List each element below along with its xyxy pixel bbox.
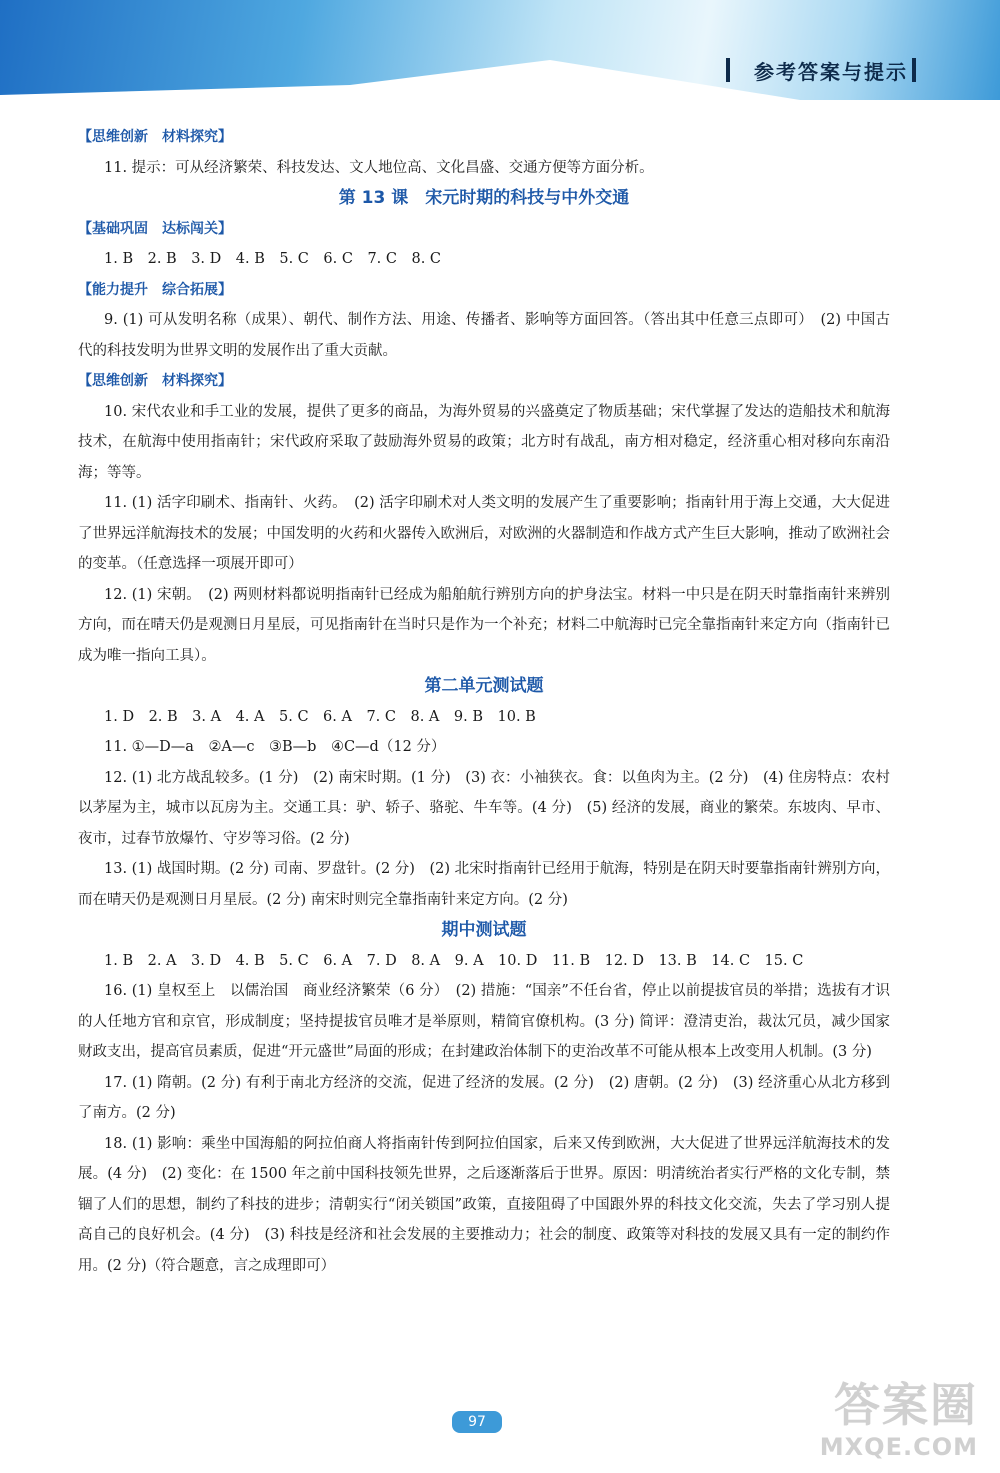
answer-paragraph: 11. ①—D—a ②A—c ③B—b ④C—d（12 分）	[104, 739, 446, 755]
watermark-url: MXQE.COM	[819, 1433, 978, 1461]
watermark	[798, 1369, 978, 1461]
section-label: 【基础巩固 达标闯关】	[78, 220, 232, 237]
answer-paragraph: 11. 提示：可从经济繁荣、科技发达、文人地位高、文化昌盛、交通方便等方面分析。	[104, 159, 654, 176]
answer-paragraph: 1. B 2. A 3. D 4. B 5. C 6. A 7. D 8. A 9. A 10. D 11. B 12. D 13. B 14. C 15. C	[104, 952, 804, 969]
page-number: 97	[452, 1411, 502, 1433]
answer-paragraph: 9. (1) 可从发明名称（成果）、朝代、制作方法、用途、传播者、影响等方面回答。（答出其中任意三点即可） (2) 中国古代的科技发明为世界文明的发展作出了重大贡献。	[78, 312, 890, 359]
answer-paragraph: 16. (1) 皇权至上 以儒治国 商业经济繁荣（6 分） (2) 措施：“国亲”不任台省，停止以前提拔官员的举措；选拔有才识的人任地方官和京官，形成制度；坚持提拔官员唯才是举原则，精简官僚机构。(3 分) 简评：澄清吏治，裁汰冗员，减少国家财政支出，提高官员素质，促进“开元盛世”局面的形成；在封建政治体制下的吏治改革不可能从根本上改变用人机制。(3 分)	[78, 983, 890, 1060]
section-title: 第 13 课 宋元时期的科技与中外交通	[338, 188, 630, 208]
answer-paragraph: 12. (1) 北方战乱较多。(1 分) (2) 南宋时期。(1 分) (3) 衣：小袖狭衣。食：以鱼肉为主。(2 分) (4) 住房特点：农村以茅屋为主，城市以瓦房为主。交通工具：驴、轿子、骆驼、牛车等。(4 分) (5) 经济的发展，商业的繁荣。东坡肉、早市、夜市，过春节放爆竹、守岁等习俗。(2 分)	[78, 769, 890, 847]
answer-paragraph: 13. (1) 战国时期。(2 分) 司南、罗盘针。(2 分) (2) 北宋时指南针已经用于航海，特别是在阴天时要靠指南针辨别方向，而在晴天仍是观测日月星辰。(2 分) 南宋时则完全靠指南针来定方向。(2 分)	[78, 861, 890, 908]
answer-paragraph: 18. (1) 影响：乘坐中国海船的阿拉伯商人将指南针传到阿拉伯国家，后来又传到欧洲，大大促进了世界远洋航海技术的发展。(4 分) (2) 变化：在 1500 年之前中国科技领先世界，之后逐渐落后于世界。原因：明清统治者实行严格的文化专制，禁锢了人们的思想，制约了科技的进步；清朝实行“闭关锁国”政策，直接阻碍了中国跟外界的科技文化交流，失去了学习别人提高自己的良好机会。(4 分) (3) 科技是经济和社会发展的主要推动力；社会的制度、政策等对科技的发展又具有一定的制约作用。(2 分)（符合题意，言之成理即可）	[78, 1135, 890, 1274]
section-label: 【思维创新 材料探究】	[78, 129, 232, 145]
answer-paragraph: 12. (1) 宋朝。 (2) 两则材料都说明指南针已经成为船舶航行辨别方向的护身法宝。材料一中只是在阴天时靠指南针来辨别方向，而在晴天仍是观测日月星辰，可见指南针在当时只是作为一个补充；材料二中航海时已完全靠指南针来定方向（指南针已成为唯一指向工具）。	[78, 586, 890, 664]
section-label: 【能力提升 综合拓展】	[78, 281, 232, 298]
answer-paragraph: 1. D 2. B 3. A 4. A 5. C 6. A 7. C 8. A 9. B 10. B	[104, 708, 536, 725]
watermark-logo: 答案圈	[834, 1378, 978, 1432]
section-label: 【思维创新 材料探究】	[78, 373, 232, 389]
answer-paragraph: 1. B 2. B 3. D 4. B 5. C 6. C 7. C 8. C	[104, 251, 442, 267]
answer-content	[78, 122, 890, 1281]
section-title: 第二单元测试题	[424, 676, 544, 696]
header-banner	[0, 0, 1000, 100]
answer-paragraph: 10. 宋代农业和手工业的发展，提供了更多的商品，为海外贸易的兴盛奠定了物质基础；宋代掌握了发达的造船技术和航海技术，在航海中使用指南针；宋代政府采取了鼓励海外贸易的政策；北方时有战乱，南方相对稳定，经济重心相对移向东南沿海；等等。	[78, 403, 890, 481]
answer-paragraph: 17. (1) 隋朝。(2 分) 有利于南北方经济的交流，促进了经济的发展。(2 分) (2) 唐朝。(2 分) (3) 经济重心从北方移到了南方。(2 分)	[78, 1074, 890, 1121]
answer-paragraph: 11. (1) 活字印刷术、指南针、火药。 (2) 活字印刷术对人类文明的发展产生了重要影响；指南针用于海上交通，大大促进了世界远洋航海技术的发展；中国发明的火药和火器传入欧洲后，对欧洲的火器制造和作战方式产生巨大影响，推动了欧洲社会的变革。（任意选择一项展开即可）	[78, 495, 890, 572]
section-title: 期中测试题	[441, 920, 527, 940]
header-bar-right	[912, 58, 916, 82]
header-title: 参考答案与提示	[754, 60, 908, 84]
header-bar-left	[726, 58, 730, 82]
